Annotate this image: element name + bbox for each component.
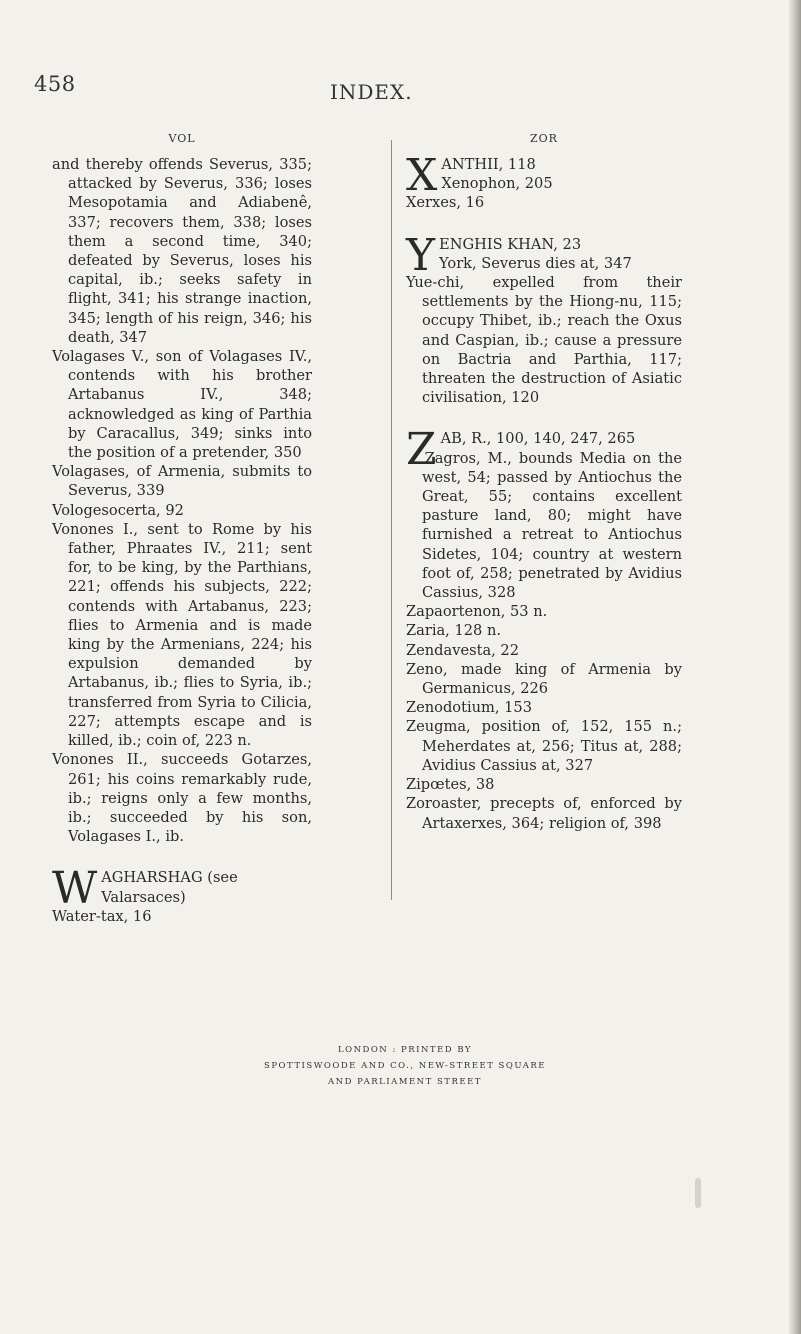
section-z	[406, 424, 682, 832]
index-entry: Volagases V., son of Volagases IV., contends with his brother Artabanus IV., 348; acknowledged as king of Parthia by Caracallus, 349; sinks into the position of a pretender, 350	[52, 348, 312, 462]
index-entry: Yue-chi, expelled from their settlements by the Hiong-nu, 115; occupy Thibet, ib.; reach the Oxus and Caspian, ib.; cause a pressure on Bactria and Parthia, 117; threaten the destruction of Asiatic civilisation, 120	[406, 274, 682, 407]
section-x	[406, 150, 682, 213]
index-entry: Xerxes, 16	[406, 194, 485, 212]
index-entry: Vonones I., sent to Rome by his father, Phraates IV., 211; sent for, to be king, by the Parthians, 221; offends his subjects, 222; contends with Artabanus, 223; flies to Armenia and is made king by the Armenians, 224; his expulsion demanded by Artabanus, ib.; flies to Syria, ib.; transferred from Syria to Cilicia, 227; attempts escape and is killed, ib.; coin of, 223 n.	[52, 520, 312, 750]
index-entry: Zoroaster, precepts of, enforced by Artaxerxes, 364; religion of, 398	[406, 795, 682, 832]
imprint-line: LONDON : PRINTED BY	[337, 1045, 473, 1055]
index-entry: Zaria, 128 n.	[406, 622, 501, 640]
index-entry: AGHARSHAG (see Valarsaces)	[101, 869, 238, 906]
index-entry: Zipœtes, 38	[406, 776, 495, 794]
index-entry: AB, R., 100, 140, 247, 265	[440, 430, 636, 448]
index-entry: Zeugma, position of, 152, 155 n.; Meherdates at, 256; Titus at, 288; Avidius Cassius at, 327	[406, 718, 682, 774]
imprint-line: AND PARLIAMENT STREET	[328, 1077, 482, 1087]
right-column	[406, 132, 682, 833]
column-divider	[391, 140, 392, 900]
index-entry: Zenodotium, 153	[406, 699, 532, 717]
paper-smudge	[695, 1178, 701, 1208]
index-entry: Vonones II., succeeds Gotarzes, 261; his coins remarkably rude, ib.; reigns only a few months, ib.; succeeded by his son, Volagases I., ib.	[52, 751, 312, 846]
page-edge	[789, 0, 801, 1334]
index-entry: Zapaortenon, 53 n.	[406, 603, 548, 621]
dropcap-w: W	[52, 863, 98, 915]
index-entry: ENGHIS KHAN, 23	[439, 235, 582, 253]
index-entry: Xenophon, 205	[441, 175, 553, 193]
running-title: INDEX.	[330, 80, 413, 104]
dropcap-z: Z	[406, 424, 437, 476]
page-number: 458	[34, 72, 76, 96]
index-entry: ANTHII, 118	[441, 156, 536, 173]
index-entry: Zendavesta, 22	[406, 641, 520, 659]
index-entry: and thereby offends Severus, 335; attacked by Severus, 336; loses Mesopotamia and Adiabenê, 337; recovers them, 338; loses them a second time, 340; defeated by Severus, loses his capital, ib.; seeks safety in flight, 341; his strange inaction, 345; length of his reign, 346; his death, 347	[52, 156, 312, 346]
section-w	[52, 863, 312, 926]
index-entry: York, Severus dies at, 347	[439, 254, 632, 272]
index-entry: Water-tax, 16	[52, 907, 152, 925]
index-entry: Zeno, made king of Armenia by Germanicus, 226	[406, 660, 682, 698]
imprint-line: SPOTTISWOODE AND CO., NEW-STREET SQUARE	[264, 1061, 546, 1071]
dropcap-x: X	[406, 150, 438, 201]
index-entry: Vologesocerta, 92	[52, 501, 184, 519]
index-entry: Zagros, M., bounds Media on the west, 54; passed by Antiochus the Great, 55; contains excellent pasture land, 80; might have furnished a retreat to Antiochus Sidetes, 104; country at western foot of, 258; penetrated by Avidius Cassius, 328	[422, 449, 682, 602]
left-column	[52, 132, 312, 926]
dropcap-y: Y	[406, 229, 436, 281]
left-column-header: VOL	[168, 132, 196, 145]
section-y	[406, 229, 682, 408]
right-column-header: ZOR	[530, 132, 558, 145]
printer-imprint	[240, 1042, 570, 1090]
index-entry: Volagases, of Armenia, submits to Severus, 339	[52, 463, 312, 500]
